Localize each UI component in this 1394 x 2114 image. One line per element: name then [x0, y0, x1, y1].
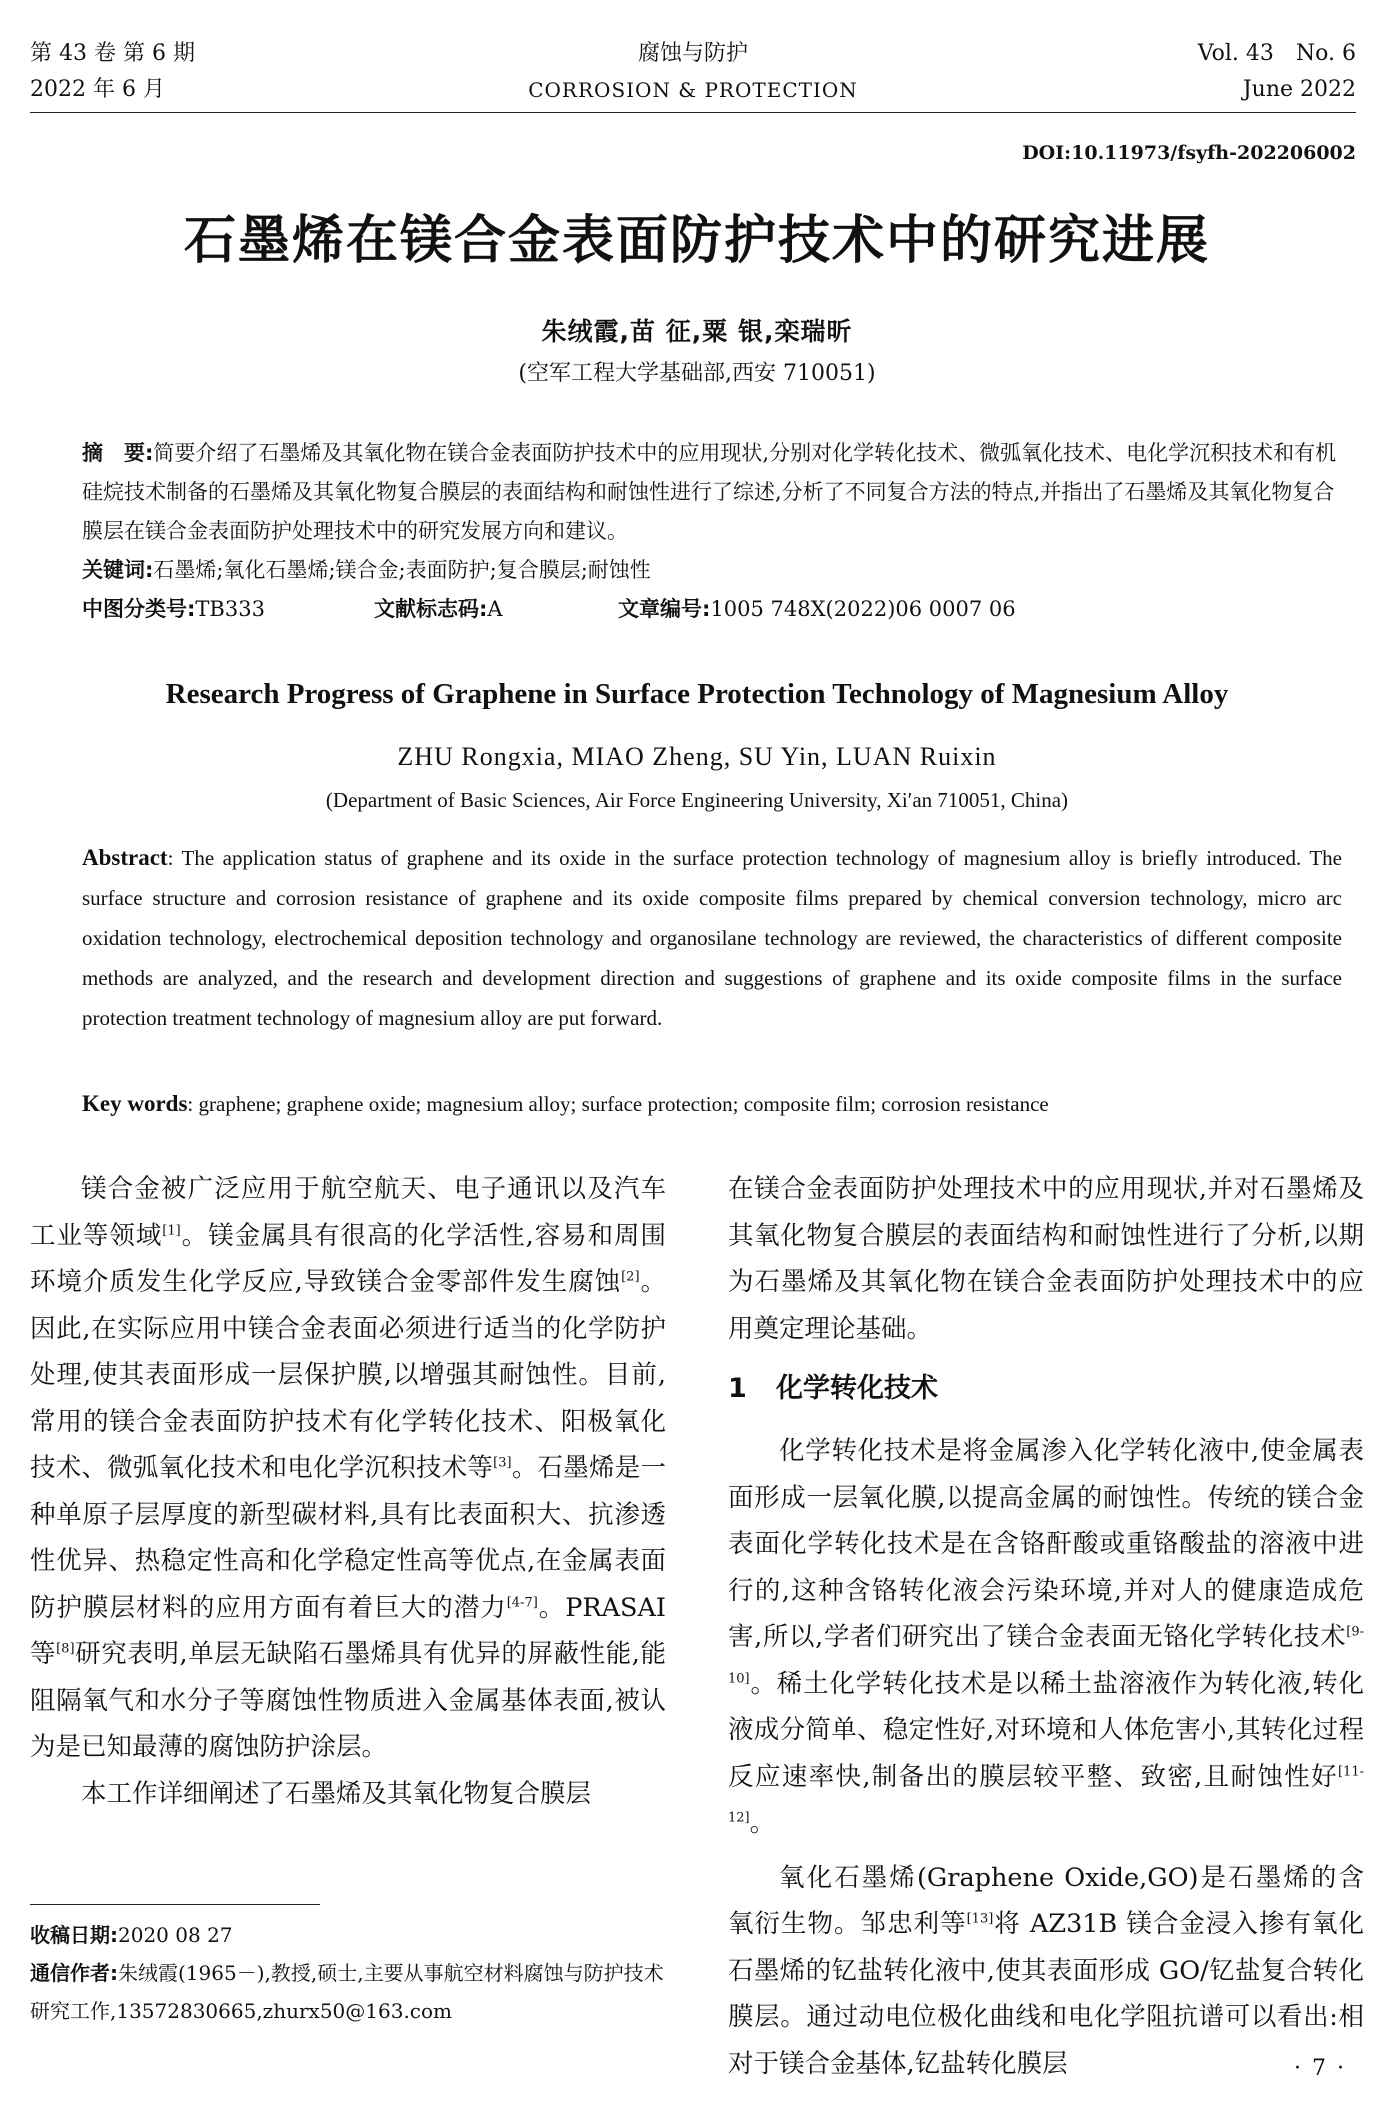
- abstract-zh: [82, 434, 1342, 629]
- doc-code-value: A: [487, 597, 503, 621]
- received-label: 收稿日期:: [30, 1923, 118, 1947]
- text-run: 。因此,在实际应用中镁合金表面必须进行适当的化学防护处理,使其表面形成一层保护膜,以增强其耐蚀性。目前,常用的镁合金表面防护技术有化学转化技术、阳极氧化技术、微弧氧化技术和电化学沉积技术等: [30, 1267, 666, 1483]
- journal-name-en: CORROSION & PROTECTION: [528, 78, 858, 102]
- authors-en: ZHU Rongxia, MIAO Zheng, SU Yin, LUAN Ruixin: [397, 742, 997, 771]
- intro-paragraph-2-cont: 在镁合金表面防护处理技术中的应用现状,并对石墨烯及其氧化物复合膜层的表面结构和耐蚀性进行了分析,以期为石墨烯及其氧化物在镁合金表面防护处理技术中的应用奠定理论基础。: [728, 1174, 1364, 1344]
- section-number: 1: [728, 1373, 747, 1404]
- keywords-zh-row: [82, 551, 1342, 590]
- text-run: 。PRASAI 等: [30, 1592, 666, 1669]
- date-en: June 2022: [1242, 77, 1356, 102]
- abstract-en-label: Abstract: [82, 845, 168, 870]
- clc-label: 中图分类号:: [82, 597, 196, 621]
- affiliation-en: (Department of Basic Sciences, Air Force Engineering University, Xi′an 710051, China): [325, 788, 1069, 812]
- keywords-en: : graphene; graphene oxide; magnesium alloy; surface protection; composite film; corrosion resistance: [187, 1092, 1049, 1116]
- doc-code-label: 文献标志码:: [374, 597, 488, 621]
- text-run: 研究表明,单层无缺陷石墨烯具有优异的屏蔽性能,能阻隔氧气和水分子等腐蚀性物质进入金属基体表面,被认为是已知最薄的腐蚀防护涂层。: [30, 1639, 666, 1762]
- intro-paragraph-2: 本工作详细阐述了石墨烯及其氧化物复合膜层: [81, 1778, 592, 1809]
- text-run: 。稀土化学转化技术是以稀土盐溶液作为转化液,转化液成分简单、稳定性好,对环境和人体危害小,其转化过程反应速率快,制备出的膜层较平整、致密,且耐蚀性好: [728, 1668, 1364, 1792]
- text-run: 化学转化技术是将金属渗入化学转化液中,使金属表面形成一层氧化膜,以提高金属的耐蚀性。传统的镁合金表面化学转化技术是在含铬酐酸或重铬酸盐的溶液中进行的,这种含铬转化液会污染环境,并对人的健康造成危害,所以,学者们研究出了镁合金表面无铬化学转化技术: [728, 1436, 1364, 1652]
- body-column-left: [30, 1166, 666, 1817]
- clc-value: TB333: [195, 597, 265, 621]
- volume-zh: 第 43 卷 第 6 期: [30, 41, 195, 66]
- text-run: 。: [749, 1808, 776, 1838]
- journal-name-zh: 腐蚀与防护: [637, 41, 748, 66]
- text-run: 镁合金被广泛应用于航空航天、电子通讯以及汽车工业等领域: [30, 1174, 666, 1251]
- received-value: 2020 08 27: [118, 1923, 233, 1947]
- citation[interactable]: [4-7]: [506, 1595, 538, 1610]
- received-date: [30, 1916, 680, 1954]
- citation[interactable]: [8]: [56, 1641, 75, 1657]
- article-no-label: 文章编号:: [618, 597, 711, 621]
- citation[interactable]: [2]: [621, 1269, 640, 1285]
- clc-field: [82, 590, 374, 629]
- header-rule: [30, 112, 1356, 113]
- article-no-field: [618, 590, 1016, 629]
- date-zh: 2022 年 6 月: [30, 77, 165, 102]
- page-number: · 7 ·: [1294, 2056, 1346, 2081]
- text-run: 将 AZ31B 镁合金浸入掺有氧化石墨烯的钇盐转化液中,使其表面形成 GO/钇盐复合转化膜层。通过动电位极化曲线和电化学阻抗谱可以看出:相对于镁合金基体,钇盐转化膜层: [728, 1909, 1364, 2079]
- abstract-en: [82, 838, 1342, 1038]
- doc-code-field: [374, 590, 618, 629]
- abstract-zh-body: [82, 434, 1342, 551]
- intro-paragraph-1: [30, 1166, 666, 1771]
- abstract-zh-text: 简要介绍了石墨烯及其氧化物在镁合金表面防护技术中的应用现状,分别对化学转化技术、微弧氧化技术、电化学沉积技术和有机硅烷技术制备的石墨烯及其氧化物复合膜层的表面结构和耐蚀性进行了综述,分析了不同复合方法的特点,并指出了石墨烯及其氧化物复合膜层在镁合金表面防护处理技术中的研究发展方向和建议。: [82, 441, 1337, 543]
- volume-en: Vol. 43 No. 6: [1197, 41, 1356, 66]
- abstract-zh-label: 摘 要:: [82, 441, 154, 465]
- affiliation-zh: (空军工程大学基础部,西安 710051): [518, 361, 876, 386]
- doi[interactable]: DOI:10.11973/fsyfh-202206002: [1022, 142, 1356, 164]
- article-no-value: 1005 748X(2022)06 0007 06: [710, 597, 1016, 621]
- text-run: 。镁金属具有很高的化学活性,容易和周围环境介质发生化学反应,导致镁合金零部件发生腐蚀: [30, 1220, 666, 1297]
- citation[interactable]: [13]: [966, 1911, 994, 1927]
- section-heading-1: [728, 1366, 1364, 1412]
- body-column-right: [728, 1166, 1364, 2087]
- author-label: 通信作者:: [30, 1961, 118, 1985]
- classification-row: [82, 590, 1342, 629]
- keywords-en-label: Key words: [82, 1091, 188, 1116]
- section-1-paragraph-1: [728, 1428, 1364, 1847]
- citation[interactable]: [3]: [493, 1455, 512, 1471]
- header-right: [1198, 36, 1356, 108]
- text-run: 。石墨烯是一种单原子层厚度的新型碳材料,具有比表面积大、抗渗透性优异、热稳定性高和化学稳定性高等优点,在金属表面防护膜层材料的应用方面有着巨大的潜力: [30, 1453, 666, 1623]
- citation[interactable]: [1]: [162, 1223, 181, 1238]
- section-title: 化学转化技术: [776, 1373, 938, 1404]
- header-center: [30, 36, 1356, 108]
- keywords-zh: 石墨烯;氧化石墨烯;镁合金;表面防护;复合膜层;耐蚀性: [153, 558, 651, 582]
- citation[interactable]: [11-12]: [728, 1764, 1364, 1826]
- footnote-rule: [30, 1904, 320, 1905]
- citation[interactable]: [9-10]: [728, 1624, 1364, 1686]
- title-en: Research Progress of Graphene in Surface Protection Technology of Magnesium Alloy: [165, 678, 1229, 710]
- section-1-paragraph-2: [728, 1855, 1364, 2088]
- keywords-en-row: [82, 1086, 1342, 1122]
- text-run: 氧化石墨烯(Graphene Oxide,GO)是石墨烯的含氧衍生物。邹忠利等: [728, 1862, 1364, 1939]
- corresponding-author: [30, 1954, 680, 2030]
- author-value: 朱绒霞(1965－),教授,硕士,主要从事航空材料腐蚀与防护技术研究工作,13572830665,zhurx50@163.com: [30, 1961, 664, 2023]
- abstract-en-text: : The application status of graphene and its oxide in the surface protection technology of magnesium alloy is briefly introduced. The surface structure and corrosion resistance of graphene and its oxide composite films prepared by chemical conversion technology, micro arc oxidation technology, electrochemical deposition technology and organosilane technology are reviewed, the characteristics of different composite methods are analyzed, and the research and development direction and suggestions of graphene and its oxide composite films in the surface protection treatment technology of magnesium alloy are put forward.: [82, 846, 1342, 1030]
- title-zh: 石墨烯在镁合金表面防护技术中的研究进展: [183, 211, 1210, 271]
- authors-zh: 朱绒霞,苗 征,粟 银,栾瑞昕: [541, 317, 853, 346]
- keywords-zh-label: 关键词:: [82, 558, 154, 582]
- footnotes: [30, 1916, 680, 2030]
- running-header: [30, 36, 1356, 108]
